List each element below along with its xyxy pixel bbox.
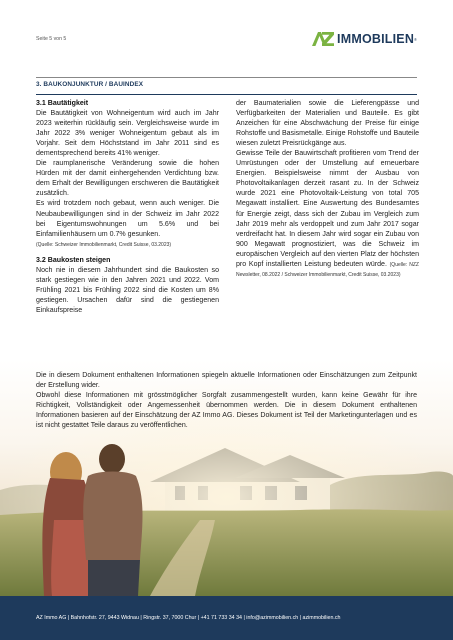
paragraph: Die raumplanerische Veränderung sowie die hohen Hürden mit der damit einhergehenden Verdichtung bzw. dem Erhalt der Bewilligungen erschweren die Bautätigkeit zusätzlich. (36, 160, 219, 198)
disclaimer-paragraph: Obwohl diese Informationen mit grösstmöglicher Sorgfalt zusammengestellt wurden, kann keine Gewähr für ihre Richtigkeit, Vollständigkeit oder Angemessenheit übernommen werden. Die in diesem Dokument enthaltenen Informationen basieren auf der Einschätzung der AZ Immo AG. Dieses Dokument ist Teil der Marketingunterlagen und es ist nicht gestattet Teile daraus zu veröffentlichen. (36, 392, 417, 429)
disclaimer (36, 371, 417, 431)
subheading-bautaetigkeit: 3.1 Bautätigkeit (36, 100, 89, 107)
az-immobilien-logo (311, 31, 417, 47)
footer (0, 596, 453, 640)
section-divider-top (36, 77, 417, 78)
az-logo-mark-icon (311, 31, 335, 47)
subheading-baukosten: 3.2 Baukosten steigen (36, 256, 111, 264)
section-divider-bottom (36, 94, 417, 95)
logo-registered-mark: ® (414, 36, 417, 42)
page-number: Seite 5 von 5 (36, 36, 67, 42)
paragraph: Noch nie in diesem Jahrhundert sind die Baukosten so stark gestiegen wie in den Jahren 2021 und 2022. Vom Frühling 2021 bis Frühling 2022 sind die Kosten um 8% gestiegen. Ursachen dafür sind die gestiegenen Einkaufspreise (36, 266, 219, 314)
right-column (236, 99, 419, 280)
source-note: (Quelle: NZZ Newsletter, 08.2022 / Schweizer Immobilienmarkt, Credit Suisse, 03.2023) (236, 261, 419, 278)
left-column (36, 99, 219, 316)
section-title: 3. BAUKONJUNKTUR / BAUINDEX (36, 81, 144, 88)
disclaimer-paragraph: Die in diesem Dokument enthaltenen Informationen spiegeln aktuelle Informationen oder Einschätzungen zum Zeitpunkt der Erstellung wider. (36, 372, 417, 389)
footer-contact: AZ Immo AG | Bahnhofstr. 27, 9443 Widnau | Ringstr. 37, 7000 Chur | +41 71 733 34 34 | info@azimmobilien.ch | azimmobilien.ch (36, 615, 341, 621)
source-note: (Quelle: Schweizer Immobilienmarkt, Credit Suisse, 03.2023) (36, 241, 172, 248)
logo-text: IMMOBILIEN (337, 32, 415, 46)
paragraph: der Baumaterialien sowie die Lieferengpässe und Verfügbarkeiten der Materialien und Bauteile. Es gibt Anzeichen für eine Abschwächung der Preise für einige Rohstoffe und Basismetalle. Einige Rohstoffe und Bauteile wiesen zuletzt Preisrückgänge aus. (236, 100, 419, 148)
paragraph-text: Gewisse Teile der Bauwirtschaft profitieren vom Trend der Umrüstungen oder der Umstellung auf erneuerbare Energien. Beispielsweise nimmt der Ausbau von Photovoltaikanlagen derzeit rasant zu. In der Schweiz wurde 2021 eine Photovoltaik-Leistung von total 705 Megawatt installiert. Eine Auswertung des Bundesamtes für Energie zeigt, dass sich der Zubau im Vergleich zum Jahr 2019 mehr als verdoppelt und zum Jahr 2017 sogar verdreifacht hat. In diesem Jahr wird sogar ein Zubau von 900 Megawatt prognostiziert, was die Schweiz im europäischen Vergleich auf den vierten Platz der höchsten pro Kopf installierten Leistung bedeuten würde. (236, 150, 419, 268)
paragraph: Die Bautätigkeit von Wohneigentum wird auch im Jahr 2023 weiterhin rückläufig sein. Vergleichsweise wurde im Jahr 2022 3% weniger Wohneigentum gebaut als im Vorjahr. Seit dem Höchststand im Jahr 2011 sind es dementsprechend bereits 41% weniger. (36, 110, 219, 158)
paragraph (236, 149, 419, 280)
paragraph: Es wird trotzdem noch gebaut, wenn auch weniger. Die Neubaubewilligungen sind in der Schweiz im Jahr 2022 bei Eigentumswohnungen um 5.6% und bei Einfamilienhäusern um 0.7% gesunken. (36, 200, 219, 238)
